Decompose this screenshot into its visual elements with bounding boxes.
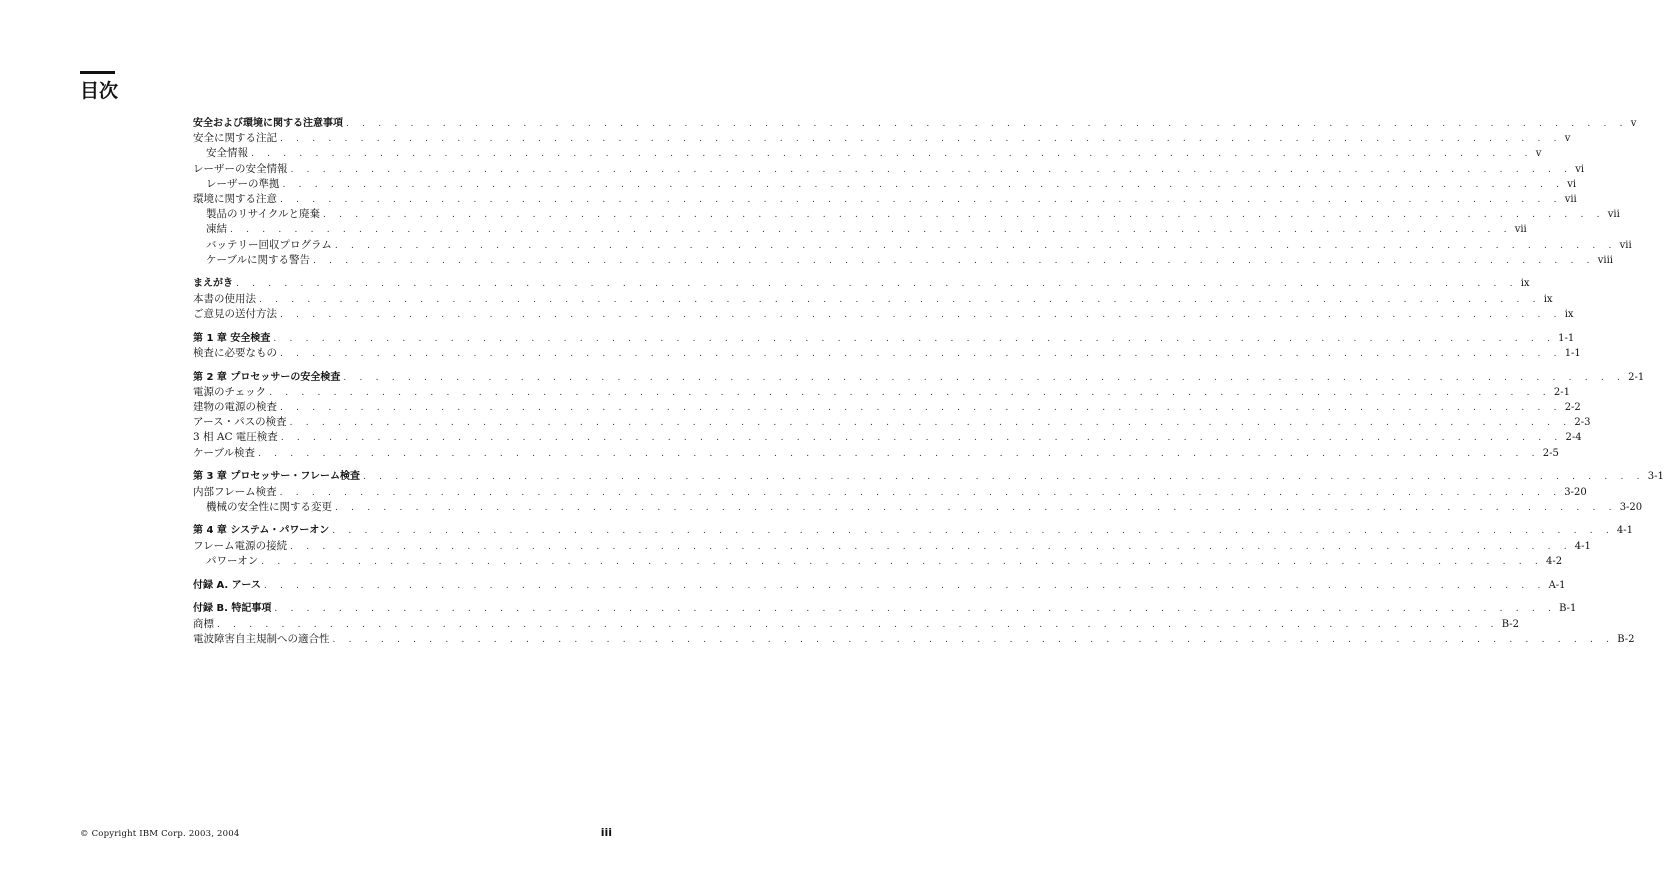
toc-entry-title: パワーオン bbox=[206, 554, 259, 567]
toc-entry-page: 1-1 bbox=[1558, 332, 1575, 344]
toc-entry-page: 2-1 bbox=[1553, 386, 1570, 398]
dot-leader: . . . . . . . . . . . . . . . . . . . . . . . . . . . . . . . . . . . . . . . . . . . . . . . . . . . . . . . . . . . . . . . . . . . . . . . . . . . . . . . . bbox=[289, 418, 1572, 429]
page-number: iii bbox=[600, 826, 612, 839]
dot-leader: . . . . . . . . . . . . . . . . . . . . . . . . . . . . . . . . . . . . . . . . . . . . . . . . . . . . . . . . . . . . . . . . . . . . . . . . . . . . . . . . bbox=[313, 255, 1595, 266]
toc-entry-page: 4-1 bbox=[1574, 540, 1591, 552]
toc-entry-title: 安全に関する注記 bbox=[193, 132, 277, 145]
toc-entry-title: 凍結 bbox=[206, 223, 227, 236]
toc-entry[interactable] bbox=[193, 632, 1635, 647]
toc-chapter-entry[interactable] bbox=[193, 469, 1664, 484]
toc-entry-title: 第 3 章 プロセッサー・フレーム検査 bbox=[193, 471, 361, 483]
toc-entry-page: vi bbox=[1575, 163, 1585, 175]
toc-entry-title: ケーブルに関する警告 bbox=[206, 253, 311, 266]
toc-entry-page: B-2 bbox=[1501, 618, 1519, 630]
toc-entry-page: vii bbox=[1564, 193, 1577, 205]
toc-entry[interactable] bbox=[193, 617, 1519, 632]
toc-entry[interactable] bbox=[193, 500, 1643, 515]
toc-entry-title: レーザーの安全情報 bbox=[193, 162, 288, 175]
toc-entry-title: 検査に必要なもの bbox=[193, 346, 277, 359]
toc-entry-title: 付録 A. アース bbox=[193, 579, 261, 591]
dot-leader: . . . . . . . . . . . . . . . . . . . . . . . . . . . . . . . . . . . . . . . . . . . . . . . . . . . . . . . . . . . . . . . . . . . . . . . . . . . . . . . . bbox=[335, 502, 1617, 513]
toc-entry-title: 建物の電源の検査 bbox=[193, 400, 277, 413]
dot-leader: . . . . . . . . . . . . . . . . . . . . . . . . . . . . . . . . . . . . . . . . . . . . . . . . . . . . . . . . . . . . . . . . . . . . . . . . . . . . . . . . bbox=[280, 309, 1562, 320]
toc-entry-title: 機械の安全性に関する変更 bbox=[206, 500, 332, 513]
dot-leader: . . . . . . . . . . . . . . . . . . . . . . . . . . . . . . . . . . . . . . . . . . . . . . . . . . . . . . . . . . . . . . . . . . . . . . . . . . . . . . . . bbox=[217, 619, 1499, 630]
toc-entry-page: 4-2 bbox=[1545, 555, 1563, 567]
toc-entry[interactable] bbox=[193, 177, 1577, 192]
dot-leader: . . . . . . . . . . . . . . . . . . . . . . . . . . . . . . . . . . . . . . . . . . . . . . . . . . . . . . . . . . . . . . . . . . . . . . . . . . . . . . . . bbox=[230, 225, 1512, 236]
toc-entry-page: A-1 bbox=[1548, 579, 1566, 591]
toc-entry[interactable] bbox=[193, 222, 1527, 237]
dot-leader: . . . . . . . . . . . . . . . . . . . . . . . . . . . . . . . . . . . . . . . . . . . . . . . . . . . . . . . . . . . . . . . . . . . . . . . . . . . . . . . . bbox=[251, 149, 1533, 160]
toc-entry[interactable] bbox=[193, 415, 1591, 430]
toc-entry-page: 2-3 bbox=[1574, 417, 1591, 429]
copyright-notice: © Copyright IBM Corp. 2003, 2004 bbox=[80, 829, 240, 839]
toc-entry-title: 電源のチェック bbox=[193, 385, 267, 398]
dot-leader: . . . . . . . . . . . . . . . . . . . . . . . . . . . . . . . . . . . . . . . . . . . . . . . . . . . . . . . . . . . . . . . . . . . . . . . . . . . . . . . . bbox=[280, 433, 1563, 444]
toc-entry-page: ix bbox=[1543, 293, 1553, 305]
toc-entry-page: vii bbox=[1619, 239, 1632, 251]
toc-entry-page: v bbox=[1535, 148, 1542, 160]
dot-leader: . . . . . . . . . . . . . . . . . . . . . . . . . . . . . . . . . . . . . . . . . . . . . . . . . . . . . . . . . . . . . . . . . . . . . . . . . . . . . . . . bbox=[290, 541, 1572, 552]
toc-entry-page: v bbox=[1630, 118, 1637, 129]
toc-entry-page: 2-1 bbox=[1628, 371, 1645, 383]
toc-entry-page: B-2 bbox=[1617, 633, 1635, 645]
toc-entry[interactable] bbox=[193, 554, 1563, 569]
heading-rule bbox=[80, 71, 115, 74]
toc-entry-page: 3-1 bbox=[1647, 471, 1664, 483]
toc-entry-title: 第 2 章 プロセッサーの安全検査 bbox=[193, 371, 341, 383]
toc-chapter-entry[interactable] bbox=[193, 370, 1645, 385]
toc-chapter-entry[interactable] bbox=[193, 116, 1637, 131]
toc-chapter-entry[interactable] bbox=[193, 331, 1575, 346]
toc-entry-page: v bbox=[1564, 133, 1571, 145]
dot-leader: . . . . . . . . . . . . . . . . . . . . . . . . . . . . . . . . . . . . . . . . . . . . . . . . . . . . . . . . . . . . . . . . . . . . . . . . . . . . . . . . bbox=[280, 134, 1562, 145]
toc-entry-page: viii bbox=[1597, 254, 1613, 266]
toc-entry-page: B-1 bbox=[1559, 603, 1577, 615]
dot-leader: . . . . . . . . . . . . . . . . . . . . . . . . . . . . . . . . . . . . . . . . . . . . . . . . . . . . . . . . . . . . . . . . . . . . . . . . . . . . . . . . bbox=[269, 387, 1551, 398]
toc-entry-title: 3 相 AC 電圧検査 bbox=[193, 431, 278, 444]
dot-leader: . . . . . . . . . . . . . . . . . . . . . . . . . . . . . . . . . . . . . . . . . . . . . . . . . . . . . . . . . . . . . . . . . . . . . . . . . . . . . . . . bbox=[363, 472, 1645, 483]
toc-entry[interactable] bbox=[193, 253, 1613, 268]
table-of-contents bbox=[193, 116, 1664, 647]
toc-entry[interactable] bbox=[193, 146, 1542, 161]
dot-leader: . . . . . . . . . . . . . . . . . . . . . . . . . . . . . . . . . . . . . . . . . . . . . . . . . . . . . . . . . . . . . . . . . . . . . . . . . . . . . . . . bbox=[323, 210, 1605, 221]
toc-entry-title: 第 1 章 安全検査 bbox=[193, 332, 271, 344]
dot-leader: . . . . . . . . . . . . . . . . . . . . . . . . . . . . . . . . . . . . . . . . . . . . . . . . . . . . . . . . . . . . . . . . . . . . . . . . . . . . . . . . bbox=[280, 348, 1562, 359]
toc-entry-page: vii bbox=[1514, 224, 1527, 236]
dot-leader: . . . . . . . . . . . . . . . . . . . . . . . . . . . . . . . . . . . . . . . . . . . . . . . . . . . . . . . . . . . . . . . . . . . . . . . . . . . . . . . . bbox=[280, 194, 1562, 205]
toc-entry[interactable] bbox=[193, 400, 1581, 415]
toc-entry-page: 2-2 bbox=[1564, 401, 1581, 413]
toc-entry-title: ケーブル検査 bbox=[193, 446, 256, 459]
toc-entry-title: バッテリー回収プログラム bbox=[206, 238, 332, 251]
toc-entry-title: フレーム電源の接続 bbox=[193, 539, 288, 552]
dot-leader: . . . . . . . . . . . . . . . . . . . . . . . . . . . . . . . . . . . . . . . . . . . . . . . . . . . . . . . . . . . . . . . . . . . . . . . . . . . . . . . . bbox=[290, 164, 1573, 175]
toc-entry-page: 2-4 bbox=[1565, 432, 1582, 444]
toc-entry-page: 4-1 bbox=[1616, 525, 1633, 537]
toc-chapter-entry[interactable] bbox=[193, 523, 1633, 538]
toc-entry-page: 2-5 bbox=[1542, 447, 1559, 459]
toc-entry-title: 第 4 章 システム・パワーオン bbox=[193, 525, 330, 537]
toc-entry[interactable] bbox=[193, 207, 1620, 222]
toc-entry-title: 電波障害自主規制への適合性 bbox=[193, 632, 330, 645]
dot-leader: . . . . . . . . . . . . . . . . . . . . . . . . . . . . . . . . . . . . . . . . . . . . . . . . . . . . . . . . . . . . . . . . . . . . . . . . . . . . . . . . bbox=[346, 119, 1628, 129]
toc-entry[interactable] bbox=[193, 430, 1582, 445]
toc-chapter-entry[interactable] bbox=[193, 578, 1566, 593]
toc-entry[interactable] bbox=[193, 131, 1571, 146]
toc-entry-title: 安全および環境に関する注意事項 bbox=[193, 118, 343, 129]
toc-entry-title: 本書の使用法 bbox=[193, 292, 256, 305]
toc-entry-page: vi bbox=[1567, 178, 1577, 190]
toc-entry-title: 環境に関する注意 bbox=[193, 192, 277, 205]
toc-entry[interactable] bbox=[193, 485, 1587, 500]
toc-entry[interactable] bbox=[193, 192, 1577, 207]
dot-leader: . . . . . . . . . . . . . . . . . . . . . . . . . . . . . . . . . . . . . . . . . . . . . . . . . . . . . . . . . . . . . . . . . . . . . . . . . . . . . . . . bbox=[258, 448, 1540, 459]
dot-leader: . . . . . . . . . . . . . . . . . . . . . . . . . . . . . . . . . . . . . . . . . . . . . . . . . . . . . . . . . . . . . . . . . . . . . . . . . . . . . . . . bbox=[263, 580, 1546, 591]
toc-entry-page: 1-1 bbox=[1564, 347, 1581, 359]
toc-entry-page: vii bbox=[1607, 209, 1620, 221]
dot-leader: . . . . . . . . . . . . . . . . . . . . . . . . . . . . . . . . . . . . . . . . . . . . . . . . . . . . . . . . . . . . . . . . . . . . . . . . . . . . . . . . bbox=[280, 402, 1562, 413]
toc-entry-page: 3-20 bbox=[1619, 501, 1643, 513]
dot-leader: . . . . . . . . . . . . . . . . . . . . . . . . . . . . . . . . . . . . . . . . . . . . . . . . . . . . . . . . . . . . . . . . . . . . . . . . . . . . . . . . bbox=[282, 179, 1565, 190]
toc-chapter-entry[interactable] bbox=[193, 601, 1577, 616]
toc-entry-title: ご意見の送付方法 bbox=[193, 307, 277, 320]
dot-leader: . . . . . . . . . . . . . . . . . . . . . . . . . . . . . . . . . . . . . . . . . . . . . . . . . . . . . . . . . . . . . . . . . . . . . . . . . . . . . . . . bbox=[274, 604, 1557, 615]
dot-leader: . . . . . . . . . . . . . . . . . . . . . . . . . . . . . . . . . . . . . . . . . . . . . . . . . . . . . . . . . . . . . . . . . . . . . . . . . . . . . . . . bbox=[343, 372, 1626, 383]
toc-entry-title: 内部フレーム検査 bbox=[193, 485, 277, 498]
toc-entry[interactable] bbox=[193, 346, 1581, 361]
toc-entry-page: ix bbox=[1564, 308, 1574, 320]
toc-entry[interactable] bbox=[193, 539, 1591, 554]
toc-chapter-entry[interactable] bbox=[193, 276, 1530, 291]
dot-leader: . . . . . . . . . . . . . . . . . . . . . . . . . . . . . . . . . . . . . . . . . . . . . . . . . . . . . . . . . . . . . . . . . . . . . . . . . . . . . . . . bbox=[236, 279, 1518, 290]
dot-leader: . . . . . . . . . . . . . . . . . . . . . . . . . . . . . . . . . . . . . . . . . . . . . . . . . . . . . . . . . . . . . . . . . . . . . . . . . . . . . . . . bbox=[334, 240, 1617, 251]
toc-entry[interactable] bbox=[193, 292, 1553, 307]
page-title: 目次 bbox=[80, 80, 119, 102]
dot-leader: . . . . . . . . . . . . . . . . . . . . . . . . . . . . . . . . . . . . . . . . . . . . . . . . . . . . . . . . . . . . . . . . . . . . . . . . . . . . . . . . bbox=[259, 294, 1541, 305]
toc-entry[interactable] bbox=[193, 446, 1559, 461]
toc-entry-title: アース・パスの検査 bbox=[193, 416, 287, 429]
dot-leader: . . . . . . . . . . . . . . . . . . . . . . . . . . . . . . . . . . . . . . . . . . . . . . . . . . . . . . . . . . . . . . . . . . . . . . . . . . . . . . . . bbox=[332, 634, 1615, 645]
toc-entry-title: 安全情報 bbox=[206, 147, 248, 160]
toc-entry[interactable] bbox=[193, 385, 1570, 400]
dot-leader: . . . . . . . . . . . . . . . . . . . . . . . . . . . . . . . . . . . . . . . . . . . . . . . . . . . . . . . . . . . . . . . . . . . . . . . . . . . . . . . . bbox=[261, 556, 1543, 567]
dot-leader: . . . . . . . . . . . . . . . . . . . . . . . . . . . . . . . . . . . . . . . . . . . . . . . . . . . . . . . . . . . . . . . . . . . . . . . . . . . . . . . . bbox=[332, 526, 1614, 537]
toc-entry-title: 商標 bbox=[193, 617, 214, 630]
toc-entry-title: レーザーの準拠 bbox=[206, 177, 280, 190]
dot-leader: . . . . . . . . . . . . . . . . . . . . . . . . . . . . . . . . . . . . . . . . . . . . . . . . . . . . . . . . . . . . . . . . . . . . . . . . . . . . . . . . bbox=[279, 487, 1562, 498]
toc-entry[interactable] bbox=[193, 162, 1585, 177]
dot-leader: . . . . . . . . . . . . . . . . . . . . . . . . . . . . . . . . . . . . . . . . . . . . . . . . . . . . . . . . . . . . . . . . . . . . . . . . . . . . . . . . bbox=[273, 333, 1556, 344]
toc-entry[interactable] bbox=[193, 307, 1574, 322]
toc-entry-title: 付録 B. 特記事項 bbox=[193, 603, 272, 615]
toc-entry-page: 3-20 bbox=[1564, 486, 1587, 498]
toc-entry-title: まえがき bbox=[193, 278, 233, 290]
toc-entry[interactable] bbox=[193, 238, 1632, 253]
toc-entry-title: 製品のリサイクルと廃棄 bbox=[206, 208, 321, 221]
toc-entry-page: ix bbox=[1520, 278, 1530, 290]
